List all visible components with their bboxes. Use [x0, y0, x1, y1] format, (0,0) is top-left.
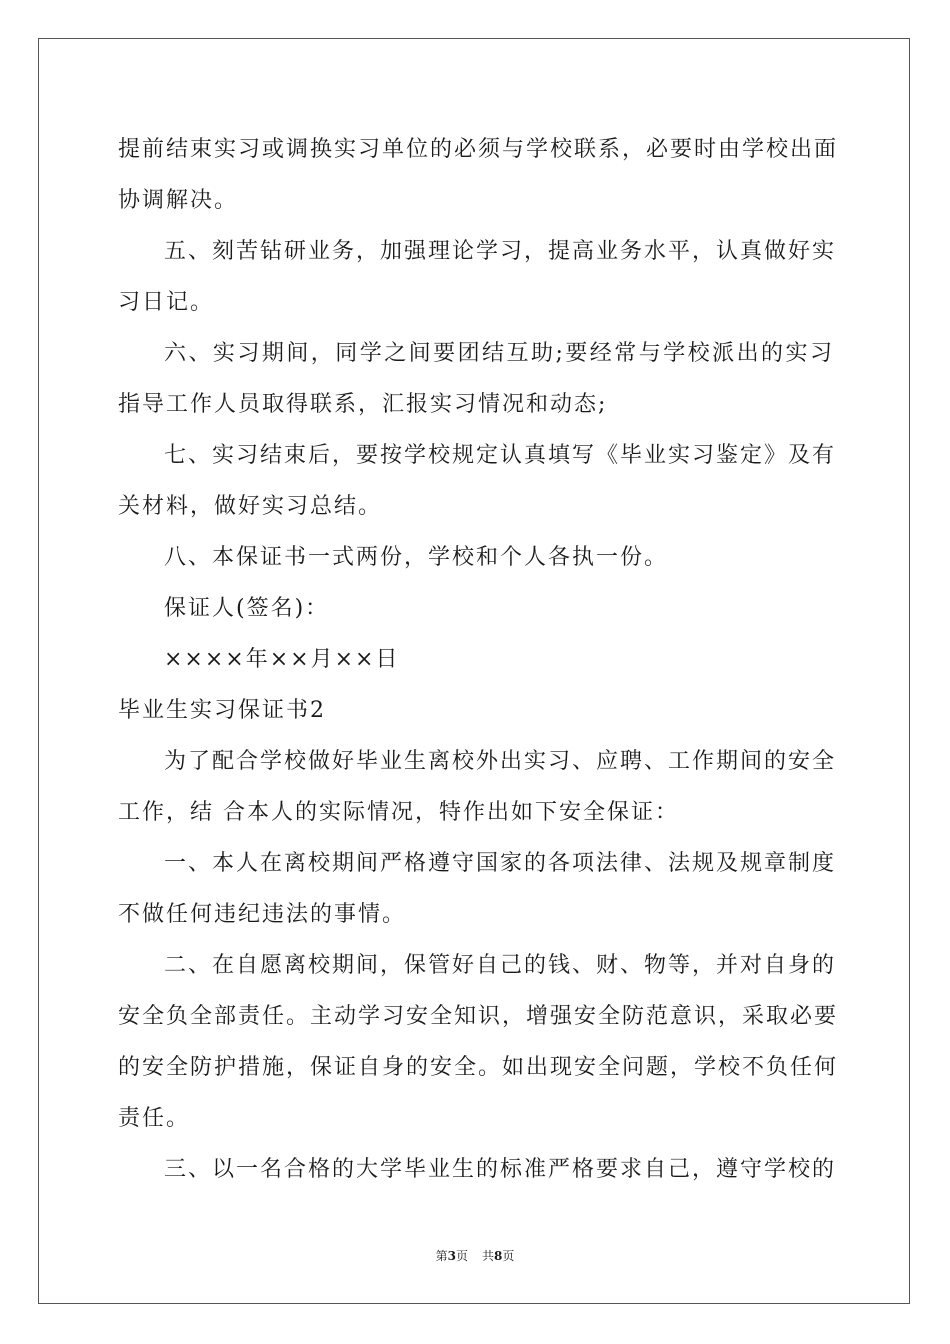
paragraph-three: 三、以一名合格的大学毕业生的标准严格要求自己，遵守学校的 [164, 1157, 837, 1182]
text-line: 安全负全部责任。主动学习安全知识，增强安全防范意识，采取必要 [118, 1004, 839, 1029]
paragraph-one: 一、本人在离校期间严格遵守国家的各项法律、法规及规章制度 [164, 851, 837, 876]
current-page-number: 3 [447, 1249, 456, 1263]
paragraph-five: 五、刻苦钻研业务，加强理论学习，提高业务水平，认真做好实 [164, 239, 837, 264]
document-body [118, 124, 839, 1195]
text-line: 习日记。 [118, 290, 215, 315]
date-placeholder: ××××年××月××日 [164, 647, 400, 672]
text-line: 协调解决。 [118, 188, 239, 213]
total-page-number: 8 [494, 1249, 503, 1263]
text-line: 的安全防护措施，保证自身的安全。如出现安全问题，学校不负任何 [118, 1055, 839, 1080]
signature-label: 保证人(签名)： [164, 596, 330, 621]
text-line: 指导工作人员取得联系，汇报实习情况和动态; [118, 392, 608, 417]
section-title: 毕业生实习保证书2 [118, 698, 326, 723]
text-line: 不做任何违纪违法的事情。 [118, 902, 407, 927]
paragraph-two: 二、在自愿离校期间，保管好自己的钱、财、物等，并对自身的 [164, 953, 837, 978]
text-line: 责任。 [118, 1106, 191, 1131]
paragraph-six: 六、实习期间，同学之间要团结互助;要经常与学校派出的实习 [164, 341, 834, 366]
total-prefix: 共 [482, 1249, 495, 1263]
paragraph-eight: 八、本保证书一式两份，学校和个人各执一份。 [164, 545, 669, 570]
text-line: 关材料，做好实习总结。 [118, 494, 383, 519]
total-suffix: 页 [502, 1249, 515, 1263]
page-footer [0, 1247, 950, 1264]
page-prefix: 第 [435, 1249, 448, 1263]
intro-paragraph: 为了配合学校做好毕业生离校外出实习、应聘、工作期间的安全 [164, 749, 837, 774]
text-line: 工作，结 合本人的实际情况，特作出如下安全保证： [118, 800, 679, 825]
paragraph-seven: 七、实习结束后，要按学校规定认真填写《毕业实习鉴定》及有 [164, 443, 837, 468]
text-line: 提前结束实习或调换实习单位的必须与学校联系，必要时由学校出面 [118, 137, 839, 162]
page-suffix: 页 [455, 1249, 468, 1263]
